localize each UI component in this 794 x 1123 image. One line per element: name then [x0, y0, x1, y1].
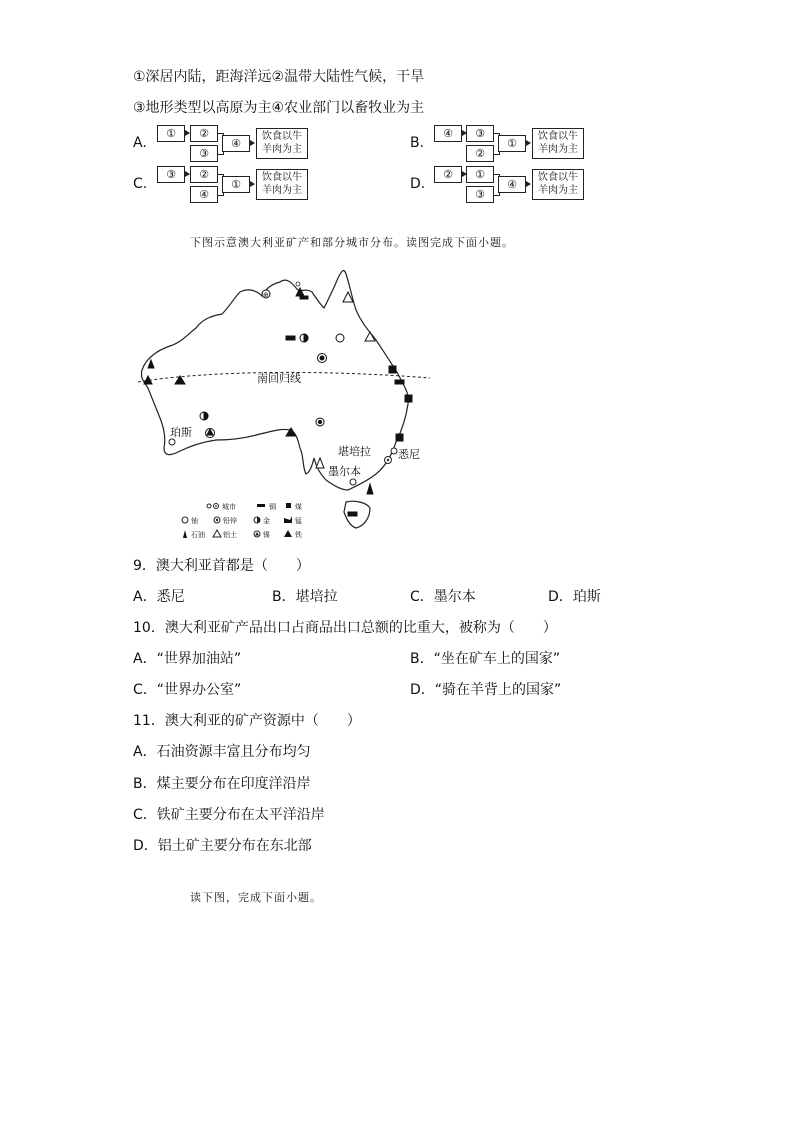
option-d-food: 饮食以牛 羊肉为主 [532, 169, 584, 200]
second-caption: 读下图，完成下面小题。 [190, 891, 322, 904]
legend-oil: 石油 [191, 531, 205, 539]
q11-option-d[interactable]: D．铝土矿主要分布在东北部 [133, 838, 312, 854]
q11-option-c[interactable]: C．铁矿主要分布在太平洋沿岸 [133, 807, 325, 823]
legend-gold: 金 [263, 517, 270, 525]
option-a-mid-lower: ③ [190, 145, 218, 162]
q9-option-b[interactable]: B．堪培拉 [272, 589, 338, 605]
legend-city: 城市 [222, 503, 236, 511]
option-b-top: ④ [434, 125, 462, 142]
q9-stem: 9．澳大利亚首都是（ ） [133, 558, 310, 574]
option-a-food: 饮食以牛 羊肉为主 [256, 128, 308, 159]
q10-option-c[interactable]: C．“世界办公室” [133, 682, 242, 698]
q9-option-d[interactable]: D．珀斯 [548, 589, 601, 605]
option-c-food: 饮食以牛 羊肉为主 [256, 169, 308, 200]
statement-line-1: ①深居内陆，距海洋远②温带大陆性气候，干旱 [133, 69, 425, 85]
tropic-label: 南回归线 [257, 372, 301, 385]
legend-iron: 铁 [295, 531, 302, 539]
sydney-label: 悉尼 [398, 448, 420, 461]
q10-option-a[interactable]: A．“世界加油站” [133, 651, 242, 667]
q9-option-c[interactable]: C．墨尔本 [410, 589, 476, 605]
legend-copper: 铜 [269, 503, 276, 511]
option-b-food: 饮食以牛 羊肉为主 [532, 128, 584, 159]
option-c-mid-lower: ④ [190, 186, 218, 203]
map-legend [182, 502, 302, 539]
legend-leadzinc: 铅锌 [223, 517, 237, 525]
statement-line-2: ③地形类型以高原为主④农业部门以畜牧业为主 [133, 100, 425, 116]
north-island [296, 282, 300, 286]
q10-stem: 10．澳大利亚矿产品出口占商品出口总额的比重大，被称为（ ） [133, 620, 557, 636]
map-caption: 下图示意澳大利亚矿产和部分城市分布。读图完成下面小题。 [190, 236, 514, 249]
option-c-letter: C. [133, 176, 148, 192]
option-c-result: ① [222, 176, 250, 193]
option-a-result: ④ [222, 135, 250, 152]
option-a-letter: A. [133, 135, 147, 151]
option-d-result: ④ [498, 176, 526, 193]
option-d-mid-lower: ③ [466, 186, 494, 203]
sydney-city [391, 448, 397, 454]
svg-text:⊕: ⊕ [263, 291, 269, 299]
q9-option-a[interactable]: A．悉尼 [133, 589, 185, 605]
option-c-mid-upper: ② [190, 166, 218, 183]
option-d-letter: D. [410, 176, 426, 192]
q11-option-a[interactable]: A．石油资源丰富且分布均匀 [133, 744, 311, 760]
legend-nickel: 镍 [263, 531, 270, 539]
option-d-mid-upper: ① [466, 166, 494, 183]
q10-option-b[interactable]: B．“坐在矿车上的国家” [410, 651, 561, 667]
option-b-mid-lower: ② [466, 145, 494, 162]
melbourne-city [350, 479, 356, 485]
option-a-top: ① [157, 125, 185, 142]
legend-bauxite: 铝土 [223, 531, 237, 539]
option-b-result: ① [498, 135, 526, 152]
legend-uranium: 铀 [191, 517, 198, 525]
melbourne-label: 墨尔本 [328, 465, 361, 478]
option-a-mid-upper: ② [190, 125, 218, 142]
q10-option-d[interactable]: D．“骑在羊背上的国家” [410, 682, 562, 698]
canberra-label: 堪培拉 [338, 445, 371, 458]
option-c-top: ③ [157, 166, 185, 183]
option-b-letter: B. [410, 135, 425, 151]
option-b-mid-upper: ③ [466, 125, 494, 142]
legend-manganese: 锰 [295, 517, 302, 525]
perth-city [169, 439, 175, 445]
q11-stem: 11．澳大利亚的矿产资源中（ ） [133, 713, 361, 729]
perth-label: 珀斯 [170, 426, 192, 439]
legend-coal: 煤 [295, 503, 302, 511]
australia-mineral-map [130, 262, 430, 542]
option-d-top: ② [434, 166, 462, 183]
q11-option-b[interactable]: B．煤主要分布在印度洋沿岸 [133, 776, 311, 792]
